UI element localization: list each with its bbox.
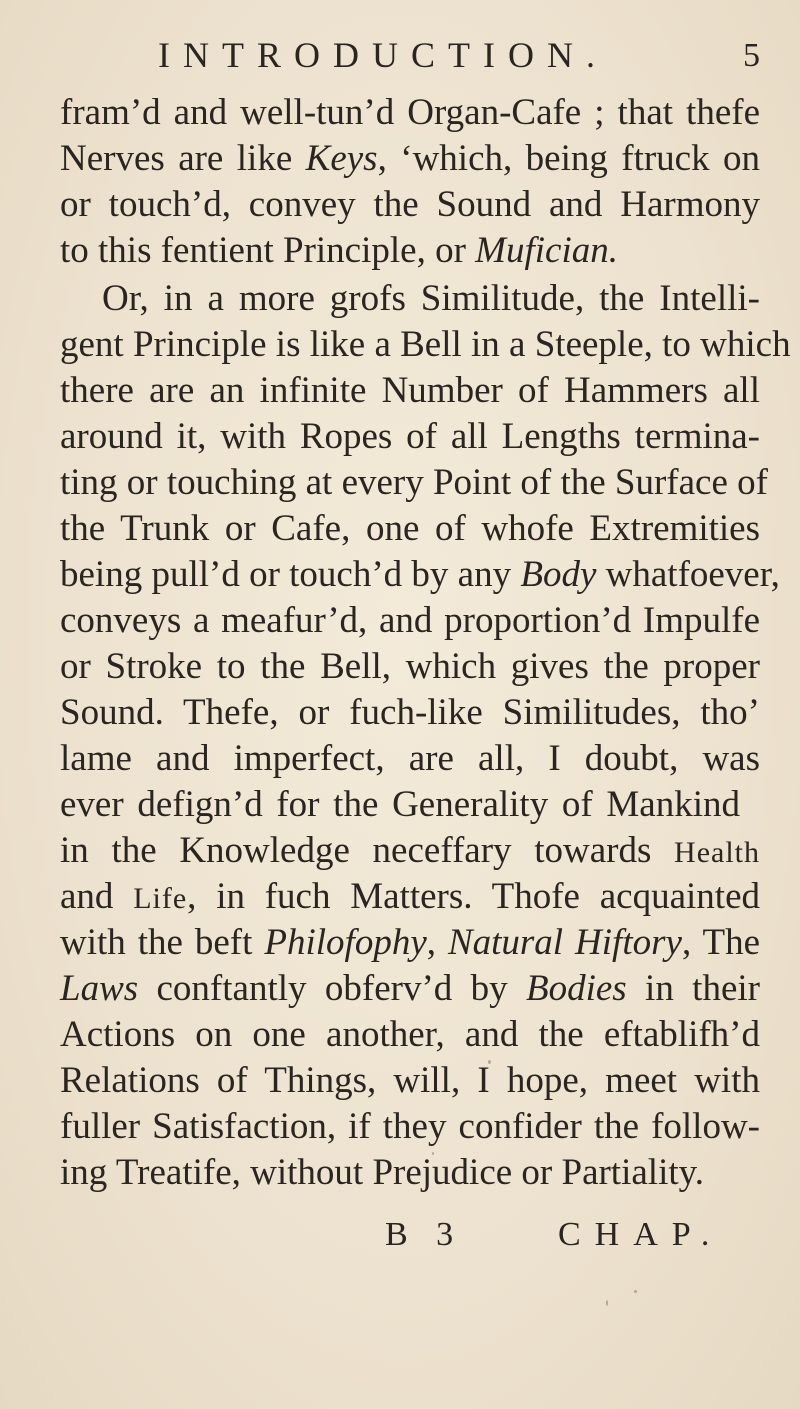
text-line (60, 228, 618, 274)
paper-speck (488, 1060, 491, 1064)
text-run: , (426, 922, 448, 963)
running-head (60, 30, 760, 80)
small-caps-text: Health (674, 836, 760, 869)
text-line: lame and imperfect, are all, I doubt, was (60, 738, 760, 779)
page-number: 5 (743, 37, 760, 74)
text-line: Actions on one another, and the eftablifh’d (60, 1014, 760, 1055)
italic-text: Body (520, 554, 597, 595)
italic-text: Keys (305, 138, 378, 179)
text-run: to this fentient Principle, or (60, 230, 476, 271)
text-line: ting or touching at every Point of the Surface of (60, 462, 768, 503)
text-line: Relations of Things, will, I hope, meet with (60, 1060, 760, 1101)
text-line: conveys a meafur’d, and proportion’d Impulfe (60, 600, 760, 641)
text-run: , in fuch Matters. Thofe acquainted (187, 876, 760, 917)
text-line (60, 136, 760, 182)
catchword: CHAP. (558, 1216, 724, 1253)
text-line: fuller Satisfaction, if they confider the follow- (60, 1106, 760, 1147)
italic-text: Mufician. (475, 230, 618, 271)
text-line: or Stroke to the Bell, which gives the proper (60, 646, 760, 687)
text-run: in the Knowledge neceffary towards (60, 830, 675, 871)
paper-speck (634, 1290, 637, 1293)
text-line: ever defign’d for the Generality of Mankind (60, 784, 740, 825)
text-line: gent Principle is like a Bell in a Steeple, to which (60, 324, 791, 365)
text-line: or touch’d, convey the Sound and Harmony (60, 184, 760, 225)
text-line: there are an infinite Number of Hammers all (60, 370, 760, 411)
text-run: in their (626, 968, 760, 1009)
paper-speck (606, 1300, 608, 1306)
page-footer (0, 1210, 800, 1270)
text-line (60, 920, 760, 966)
italic-text: Bodies (525, 968, 627, 1009)
italic-text: Laws (60, 968, 139, 1009)
text-run: , ‘which, being ftruck on (377, 138, 761, 179)
text-line (60, 966, 760, 1012)
signature-mark: B 3 (385, 1216, 464, 1253)
italic-text: Philofophy (264, 922, 427, 963)
running-head-title: INTRODUCTION. (158, 35, 608, 75)
paper-speck (432, 1152, 434, 1155)
text-line: Sound. Thefe, or fuch-like Similitudes, tho’ (60, 692, 760, 733)
text-line (60, 828, 760, 876)
small-caps-text: Life (133, 882, 188, 915)
text-run: , The (681, 922, 760, 963)
italic-text: Natural Hiftory (447, 922, 682, 963)
text-run: Nerves are like (60, 138, 306, 179)
text-line (60, 874, 760, 922)
text-line: the Trunk or Cafe, one of whofe Extremities (60, 508, 760, 549)
text-run: being pull’d or touch’d by any (60, 554, 521, 595)
text-line: Or, in a more grofs Similitude, the Intelli- (102, 278, 760, 319)
text-line (60, 552, 780, 598)
text-line: fram’d and well-tun’d Organ-Cafe ; that thefe (60, 92, 760, 133)
text-line: ing Treatife, without Prejudice or Partiality. (60, 1152, 704, 1193)
text-run: with the beft (60, 922, 265, 963)
text-run: conftantly obferv’d by (138, 968, 526, 1009)
text-run: whatfoever, (596, 554, 780, 595)
text-run: and (60, 876, 134, 917)
text-line: around it, with Ropes of all Lengths termina- (60, 416, 760, 457)
